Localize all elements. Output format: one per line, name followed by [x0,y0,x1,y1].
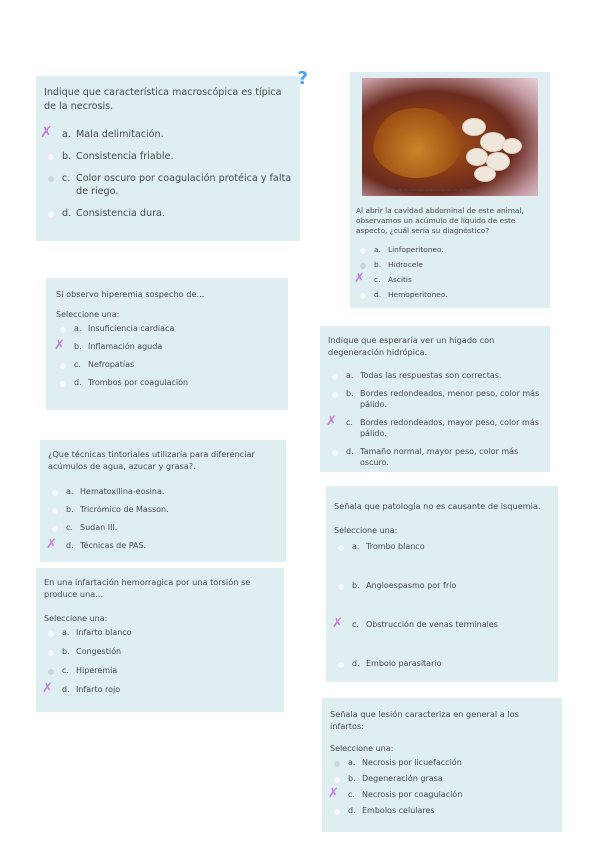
cross-mark-icon: ✗ [332,616,343,631]
option-text: Ascitis [388,275,412,284]
question-card-3 [46,278,288,410]
answer-option-a[interactable] [56,323,278,334]
radio-button[interactable] [337,661,345,669]
radio-button[interactable] [59,380,67,388]
answer-option-d[interactable] [334,658,550,669]
radio-button[interactable] [51,507,59,515]
option-text: Trombos por coagulación [88,378,189,387]
answer-option-c[interactable] [354,271,546,286]
answer-option-d[interactable] [46,537,278,552]
option-letter: d. [374,290,382,299]
select-one-label: Seleccione una: [334,526,398,535]
option-letter: d. [346,447,354,456]
option-text: Todas las respuestas son correctas. [360,371,502,380]
answer-option-a[interactable] [356,244,546,255]
options-list [44,627,276,695]
radio-button[interactable] [47,153,55,161]
option-letter: c. [346,418,353,427]
option-text: Técnicas de PAS. [80,541,147,550]
radio-button[interactable] [333,808,341,816]
option-letter: b. [346,389,354,398]
answer-option-c[interactable] [56,359,278,370]
option-text: Necrosis por licuefacción [362,758,462,767]
answer-option-d[interactable] [330,805,554,816]
option-text: Linfoperitoneo. [388,245,444,254]
answer-option-c[interactable] [326,414,542,439]
cross-mark-icon: ✗ [326,414,337,429]
option-text: Bordes redondeados, mayor peso, color más pálido. [360,418,539,438]
radio-button[interactable] [47,649,55,657]
option-text: Color oscuro por coagulación protéica y falta de riego. [76,173,292,197]
options-list [48,486,278,551]
option-text: Hidrocele [388,260,423,269]
option-letter: a. [352,542,360,551]
radio-button[interactable] [51,525,59,533]
photo-caption: Imagen de la cavidad abdominal de un animal [382,188,472,192]
answer-option-c[interactable] [48,522,278,533]
question-text: Al abrir la cavidad abdominal de este animal, observamos un acúmulo de líquido de este aspecto, ¿cuál sería su diagnóstico? [356,206,524,235]
option-letter: d. [74,378,82,387]
option-text: Infarto rojo [76,685,121,694]
option-text: Embolos celulares [362,806,435,815]
option-text: Mala delimitación. [76,129,164,140]
radio-button[interactable] [59,326,67,334]
option-text: Consistencia dura. [76,208,165,219]
question-card-6 [326,486,558,682]
option-text: Necrosis por coagulación [362,790,463,799]
option-text: Tamaño normal, mayor peso, color más oscuro. [360,447,519,467]
option-letter: c. [348,790,355,799]
answer-option-b[interactable] [54,338,278,353]
option-text: Congestión [76,647,122,656]
option-letter: b. [352,581,360,590]
cross-mark-icon: ✗ [42,681,53,696]
question-text: Si observo hiperemia sospecho de... [56,289,205,299]
answer-option-c[interactable] [44,172,292,198]
option-text: Infarto blanco [76,628,132,637]
answer-option-b[interactable] [328,388,542,410]
select-one-label: Seleccione una: [44,614,108,623]
option-text: Trombo blanco [366,542,425,551]
option-letter: a. [374,245,381,254]
option-text: Sudan III. [80,523,118,532]
answer-option-d[interactable] [56,377,278,388]
radio-button[interactable] [47,630,55,638]
answer-option-a[interactable] [334,541,550,552]
select-one-label: Seleccione una: [56,310,120,319]
radio-button[interactable] [331,449,339,457]
options-list [330,757,554,816]
radio-button[interactable] [333,760,341,768]
cross-mark-icon: ✗ [46,537,57,552]
question-text: Indique que esperaría ver un hígado con degeneración hidrópica. [328,335,495,357]
option-letter: a. [62,129,71,140]
option-text: Insuficiencia cardiaca [88,324,175,333]
answer-option-a[interactable] [48,486,278,497]
answer-option-c[interactable] [328,786,554,801]
question-card-8 [322,698,562,832]
question-text: Indique que característica macroscópica es típica de la necrosis. [44,87,282,112]
option-letter: c. [374,275,381,284]
option-letter: d. [352,659,360,668]
radio-button[interactable] [337,544,345,552]
answer-option-b[interactable] [330,773,554,784]
answer-option-b[interactable] [44,646,276,657]
cross-mark-icon: ✗ [328,786,339,801]
question-mark-icon: ? [297,68,308,89]
option-letter: b. [62,151,72,162]
option-letter: b. [66,505,74,514]
option-letter: b. [374,260,382,269]
radio-button[interactable] [59,362,67,370]
question-text: En una infartación hemorragica por una torsión se produce una... [44,577,251,599]
select-one-label: Seleccione una: [330,744,394,753]
option-text: Angioespasmo por frío [366,581,457,590]
radio-button[interactable] [331,391,339,399]
option-letter: b. [74,342,82,351]
option-letter: c. [74,360,81,369]
option-letter: a. [74,324,82,333]
option-letter: a. [346,371,354,380]
option-letter: c. [66,523,73,532]
option-letter: b. [348,774,356,783]
answer-option-a[interactable] [328,370,542,381]
options-list [328,370,542,468]
answer-option-d[interactable] [356,289,546,300]
options-list [334,541,550,669]
option-letter: b. [62,647,70,656]
option-text: Degeneración grasa [362,774,443,783]
answer-option-b[interactable] [48,504,278,515]
option-letter: a. [66,487,74,496]
option-letter: a. [62,628,70,637]
cross-mark-icon: ✗ [54,338,65,353]
option-letter: d. [62,685,70,694]
radio-button[interactable] [331,373,339,381]
question-card-4 [320,326,550,472]
answer-option-b[interactable] [356,259,546,270]
answer-option-d[interactable] [44,207,292,220]
question-text: Señala que lesión caracteriza en general a los infartos: [330,709,519,731]
question-card-1 [36,68,308,241]
radio-button[interactable] [47,210,55,218]
answer-option-a[interactable] [40,123,292,141]
radio-button[interactable] [337,583,345,591]
abdominal-cavity-photo [362,78,538,196]
options-list [356,244,546,300]
option-letter: c. [352,620,359,629]
question-text: ¿Que técnicas tintoriales utilizaría para diferenciar acúmulos de agua, azucar y grasa?. [48,449,255,471]
answer-option-d[interactable] [42,681,276,696]
option-text: Hematoxilina-eosina. [80,487,165,496]
option-letter: d. [62,208,72,219]
radio-button[interactable] [47,668,55,676]
option-text: Hemoperitoneo. [388,290,448,299]
cross-mark-icon: ✗ [40,123,53,141]
option-letter: c. [62,666,69,675]
options-list [40,123,292,220]
option-letter: d. [66,541,74,550]
option-text: Hiperemia [76,666,118,675]
radio-button[interactable] [359,247,367,255]
option-text: Obstrucción de venas terminales [366,620,498,629]
option-text: Consistencia friable. [76,151,174,162]
radio-button[interactable] [333,776,341,784]
options-list [56,323,278,388]
option-letter: d. [348,806,356,815]
question-card-5 [40,440,286,562]
answer-option-d[interactable] [328,446,542,468]
option-text: Embolo parasitario [366,659,442,668]
answer-option-b[interactable] [334,580,550,591]
question-card-2 [350,72,550,308]
radio-button[interactable] [359,262,367,270]
option-letter: a. [348,758,356,767]
option-text: Nefropatías [88,360,135,369]
option-text: Bordes redondeados, menor peso, color más pálido. [360,389,540,409]
answer-option-c[interactable] [332,616,550,631]
answer-option-a[interactable] [330,757,554,768]
radio-button[interactable] [51,489,59,497]
answer-option-a[interactable] [44,627,276,638]
question-card-7 [36,568,284,712]
option-letter: c. [62,173,71,184]
radio-button[interactable] [47,175,55,183]
option-text: Inflamación aguda [88,342,163,351]
cross-mark-icon: ✗ [354,271,365,286]
answer-option-c[interactable] [44,665,276,676]
option-text: Tricrómico de Masson. [80,505,169,514]
answer-option-b[interactable] [44,150,292,163]
question-text: Señala que patología no es causante de isquemia. [334,501,541,511]
radio-button[interactable] [359,292,367,300]
